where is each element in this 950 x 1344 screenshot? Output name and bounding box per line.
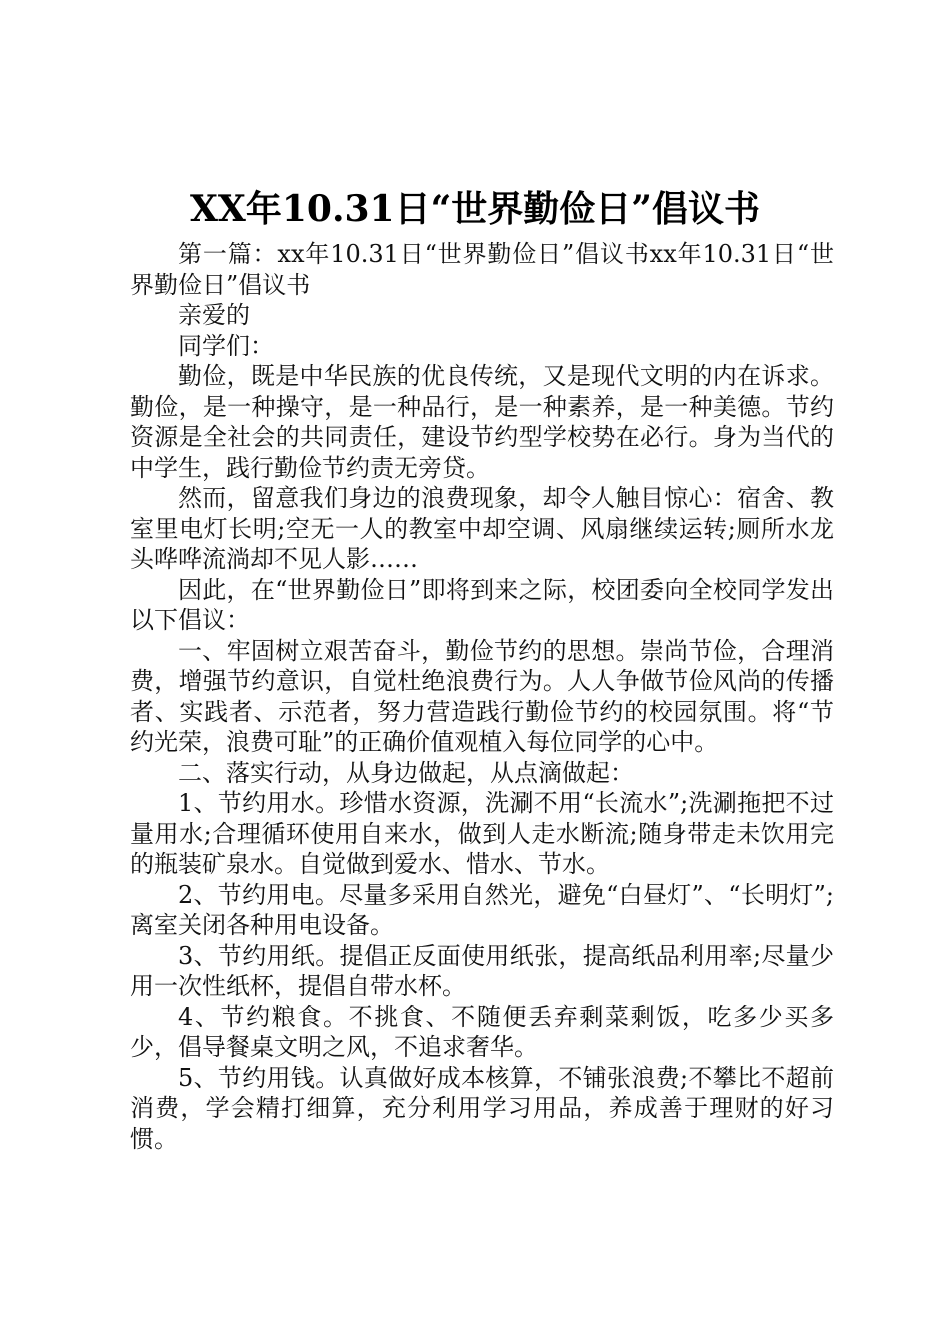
document-body (130, 239, 834, 1154)
list-item: 1、节约用水。珍惜水资源，洗涮不用“长流水”;洗涮拖把不过量用水;合理循环使用自来水，做到人走水断流;随身带走未饮用完的瓶装矿泉水。自觉做到爱水、惜水、节水。 (130, 789, 834, 878)
list-item: 5、节约用钱。认真做好成本核算，不铺张浪费;不攀比不超前消费，学会精打细算，充分利用学习用品，养成善于理财的好习惯。 (130, 1063, 834, 1153)
document-title: XX年10.31日“世界勤俭日”倡议书 (189, 188, 760, 230)
list-item: 3、节约用纸。提倡正反面使用纸张，提高纸品利用率;尽量少用一次性纸杯，提倡自带水杯。 (130, 941, 834, 1000)
list-item: 4、节约粮食。不挑食、不随便丢弃剩菜剩饭，吃多少买多少，倡导餐桌文明之风，不追求奢华。 (130, 1002, 834, 1061)
paragraph-salutation-2: 同学们： (178, 331, 274, 360)
paragraph-salutation: 亲爱的 (178, 301, 250, 329)
list-item: 2、节约用电。尽量多采用自然光，避免“白昼灯”、“长明灯”;离室关闭各种用电设备。 (130, 880, 834, 939)
paragraph-heading: 第一篇：xx年10.31日“世界勤俭日”倡议书xx年10.31日“世界勤俭日”倡议书 (130, 240, 834, 299)
paragraph: 然而，留意我们身边的浪费现象，却令人触目惊心：宿舍、教室里电灯长明;空无一人的教室中却空调、风扇继续运转;厕所水龙头哗哗流淌却不见人影…… (130, 484, 834, 573)
paragraph: 一、牢固树立艰苦奋斗，勤俭节约的思想。崇尚节俭，合理消费，增强节约意识，自觉杜绝浪费行为。人人争做节俭风尚的传播者、实践者、示范者，努力营造践行勤俭节约的校园氛围。将“节约光荣，浪费可耻”的正确价值观植入每位同学的心中。 (130, 636, 834, 756)
paragraph: 勤俭，既是中华民族的优良传统，又是现代文明的内在诉求。勤俭，是一种操守，是一种品行，是一种素养，是一种美德。节约资源是全社会的共同责任，建设节约型学校势在必行。身为当代的中学生，践行勤俭节约责无旁贷。 (130, 362, 834, 482)
paragraph: 二、落实行动，从身边做起，从点滴做起： (178, 758, 634, 787)
paragraph: 因此，在“世界勤俭日”即将到来之际，校团委向全校同学发出以下倡议： (130, 575, 834, 634)
